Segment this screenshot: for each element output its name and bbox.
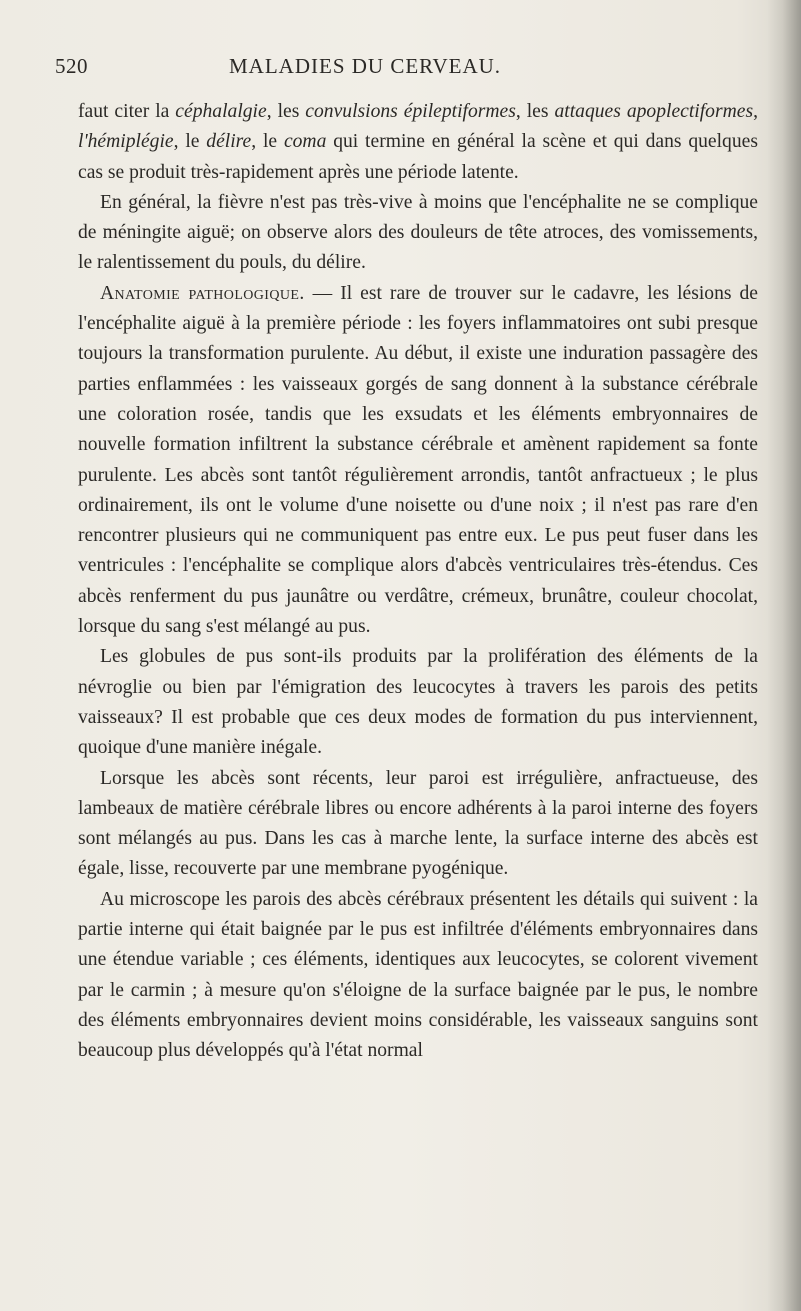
text-run: , le [173,131,207,153]
paragraph-6: Au microscope les parois des abcès cérébraux présentent les détails qui suivent : la partie interne qui était baignée par le pus est infiltrée d'éléments embryonnaires dans une étendue variable ; ces éléments, identiques aux leucocytes, se colorent vivement par le carmin ; à mesure qu'on s'éloigne de la surface baignée par le pus, le nombre des éléments embryonnaires devient moins considérable, les vaisseaux sanguins sont beaucoup plus développés qu'à l'état normal [78,888,758,1062]
paragraph-3 [78,279,758,643]
paragraph-4: Les globules de pus sont-ils produits par la prolifération des éléments de la névroglie ou bien par l'émigration des leucocytes à travers les parois des petits vaisseaux? Il est probable que ces deux modes de formation du pus interviennent, quoique d'une manière inégale. [78,646,758,759]
text-run: qui termine en général la scène et qui dans quelques cas se produit très-rapidement après une période latente. [78,131,758,183]
section-heading: Anatomie pathologique. [100,282,305,304]
page-header [55,54,695,84]
italic-term: coma [283,131,327,153]
italic-term: attaques apoplectiformes [554,101,754,122]
text-run: , les [266,101,306,122]
running-title: MALADIES DU CERVEAU. [229,54,502,78]
text-run: , les [515,101,555,122]
page-edge-shadow [767,0,801,1311]
paragraph-5: Lorsque les abcès sont récents, leur paroi est irrégulière, anfractueuse, des lambeaux de matière cérébrale libres ou encore adhérents à la paroi interne des foyers sont mélangés au pus. Dans les cas à marche lente, la surface interne des abcès est égale, lisse, recouverte par une membrane pyogénique. [78,767,758,880]
body-text [78,97,758,1067]
text-run: , le [251,131,284,153]
italic-term: céphalalgie [175,101,267,122]
text-run: faut citer la [78,101,176,122]
paragraph-2: En général, la fièvre n'est pas très-vive à moins que l'encéphalite ne se complique de méningite aiguë; on observe alors des douleurs de tête atroces, des vomissements, le ralentissement du pouls, du délire. [78,191,758,274]
italic-term: l'hémiplégie [78,131,174,153]
italic-term: délire [206,131,252,153]
paragraph-1 [78,97,758,188]
text-run: — Il est rare de trouver sur le cadavre, les lésions de l'encéphalite aiguë à la première période : les foyers inflammatoires ont subi presque toujours la transformation purulente. Au début, il existe une induration passagère des parties enflammées : les vaisseaux gorgés de sang donnent à la substance cérébrale une coloration rosée, tandis que les exsudats et les éléments embryonnaires de nouvelle formation infiltrent la substance cérébrale et amènent rapidement sa fonte purulente. Les abcès sont tantôt régulièrement arrondis, tantôt anfractueux ; le plus ordinairement, ils ont le volume d'une noisette ou d'une noix ; il n'est pas rare d'en rencontrer plusieurs qui ne communiquent pas entre eux. Le pus peut fuser dans les ventricules : l'encéphalite se complique alors d'abcès ventriculaires très-étendus. Ces abcès renferment du pus jaunâtre ou verdâtre, crémeux, brunâtre, couleur chocolat, lorsque du sang s'est mélangé au pus. [78,282,758,638]
page-number: 520 [55,54,88,78]
text-run: , [753,101,758,122]
italic-term: convulsions épileptiformes [305,101,516,122]
